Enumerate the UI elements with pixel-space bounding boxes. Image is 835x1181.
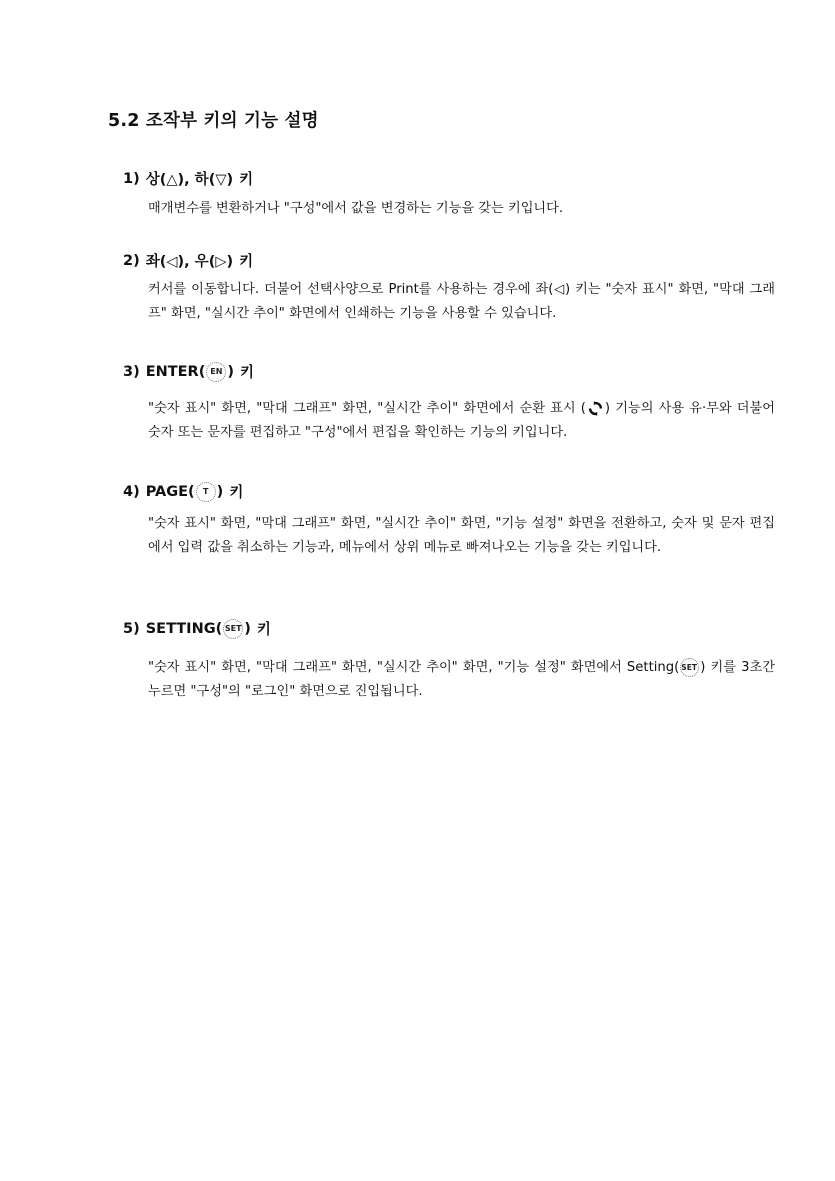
section-2-key-word: 키 [239,254,254,270]
section-3-title [123,361,254,382]
section-4-title [123,481,243,502]
section-1-text: 매개변수를 변환하거나 "구성"에서 값을 변경하는 기능을 갖는 키입니다. [148,201,564,216]
section-4-label-open: PAGE( [145,483,195,500]
section-3-text-before: "숫자 표시" 화면, "막대 그래프" 화면, "실시간 추이" 화면에서 순환 표시 ( [148,401,586,416]
setting-key-icon: SET [223,619,243,639]
section-3-text-after: ) 기능의 사용 유·무와 더불어 숫자 또는 문자를 편집하고 "구성"에서 편집을 확인하는 기능의 키입니다. [148,401,776,440]
section-1-key-word: 키 [239,172,254,188]
section-5-number: 5) [123,620,140,637]
enter-key-icon: EN [206,362,226,382]
section-3-label-open: ENTER( [145,363,206,380]
section-3-label-close: ) [227,363,234,380]
section-5-key-word: 키 [256,622,271,638]
section-4-number: 4) [123,483,140,500]
page-title: 5.2 조작부 키의 기능 설명 [108,111,319,131]
section-2-title [123,250,253,271]
section-5-title [123,618,271,639]
section-2-text: 커서를 이동합니다. 더불어 선택사양으로 Print를 사용하는 경우에 좌(◁) 키는 "숫자 표시" 화면, "막대 그래프" 화면, "실시간 추이" 화면에서 인쇄하는 기능을 사용할 수 있습니다. [148,282,775,321]
section-1-label: 상(△), 하(▽) [145,172,234,188]
setting-key-inline-icon: SET [680,658,699,677]
section-5-text [148,656,775,704]
section-4-key-word: 키 [229,485,244,501]
section-4-label-close: ) [216,483,224,500]
page-key-icon: T [196,482,216,502]
section-5-text-after: ) 키를 3초간 누르면 "구성"의 "로그인" 화면으로 진입됩니다. [148,660,775,699]
section-4-text: "숫자 표시" 화면, "막대 그래프" 화면, "실시간 추이" 화면, "기능 설정" 화면을 전환하고, 숫자 및 문자 편집에서 입력 값을 취소하는 기능과, 메뉴에서 상위 메뉴로 빠져나오는 기능을 갖는 키입니다. [148,516,775,555]
section-5-label-close: ) [244,620,251,637]
section-1-number: 1) [123,170,140,187]
section-3-text [148,397,775,445]
section-2-label: 좌(◁), 우(▷) [145,254,234,270]
section-2-number: 2) [123,252,140,269]
section-1-title [123,168,253,189]
section-3-key-word: 키 [240,365,255,381]
section-3-number: 3) [123,363,140,380]
section-5-label-open: SETTING( [145,620,223,637]
section-5-text-before: "숫자 표시" 화면, "막대 그래프" 화면, "실시간 추이" 화면, "기능 설정" 화면에서 Setting( [148,660,680,675]
cycle-display-icon [588,401,603,416]
